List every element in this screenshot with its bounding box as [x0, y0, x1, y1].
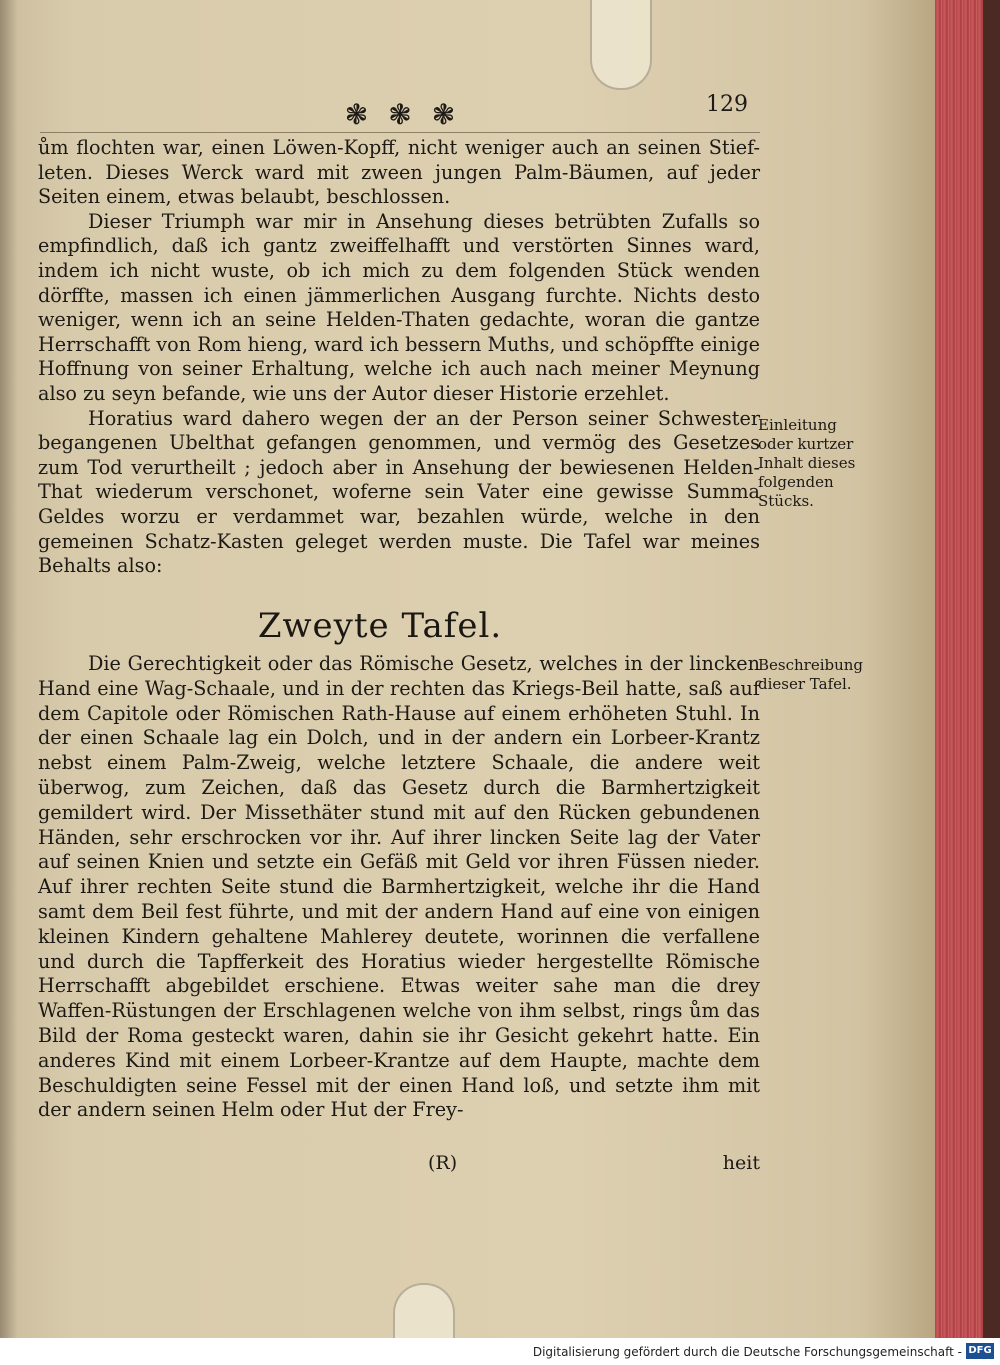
signature-mark: (R) — [428, 1152, 458, 1174]
page-edge-red — [935, 0, 983, 1338]
catchword: heit — [722, 1152, 760, 1174]
flower-ornament-icon: ❃ — [431, 98, 456, 131]
header-rule — [40, 132, 760, 133]
book-cover-edge — [983, 0, 1000, 1338]
flower-ornament-icon: ❃ — [344, 98, 369, 131]
page-footer-line — [38, 1152, 760, 1180]
section-heading: Zweyte Tafel. — [257, 606, 503, 646]
paragraph: Dieser Triumph war mir in Ansehung dieses betrübten Zufalls so empfindlich, daß ich gantz zweiffelhafft und verstörten Sinnes ward, indem ich nicht wuste, ob ich mich zu dem folgenden Stück wenden dörffte, massen ich einen jämmerlichen Ausgang furchte. Nichts desto weniger, wenn ich an seine Helden-Thaten gedachte, woran die gantze Herrschafft von Rom hieng, ward ich bessern Muths, und schöpffte einige Hoffnung von seiner Erhaltung, welche ich auch nach meiner Meynung also zu seyn befande, wie uns der Autor dieser Historie erzehlet. — [38, 209, 760, 405]
paragraph: ům flochten war, einen Löwen-Kopff, nicht weniger auch an seinen Stief-leten. Dieses Werck ward mit zween jungen Palm-Bäumen, auf jeder Seiten einem, etwas belaubt, beschlossen. — [38, 136, 760, 209]
paragraph: Horatius ward dahero wegen der an der Person seiner Schwester begangenen Ubelthat gefangen genommen, und vermög des Gesetzes zum Tod verurtheilt ; jedoch aber in Ansehung der bewiesenen Helden-That wiederum verschonet, woferne sein Vater eine gewisse Summa Geldes worzu er verdammet war, bezahlen würde, welche in den gemeinen Schatz-Kasten geleget werden muste. Die Tafel war meines Behalts also: — [38, 406, 760, 578]
page-clip-top — [590, 0, 652, 90]
body-text-bottom — [38, 652, 760, 1123]
flower-ornament-icon: ❃ — [388, 98, 412, 131]
funding-caption: Digitalisierung gefördert durch die Deutsche Forschungsgemeinschaft - — [532, 1345, 962, 1359]
dfg-logo-icon: DFG — [966, 1343, 994, 1359]
ornament-row — [325, 98, 475, 132]
page-number: 129 — [706, 92, 748, 117]
marginal-note: Einleitung oder kurtzer Inhalt dieses folgenden Stücks. — [758, 416, 856, 510]
body-text-top — [38, 136, 760, 579]
marginal-note: Beschreibung dieser Tafel. — [758, 656, 864, 693]
paragraph: Die Gerechtigkeit oder das Römische Gesetz, welches in der lincken Hand eine Wag-Schaale, und in der rechten das Kriegs-Beil hatte, saß auf dem Capitole oder Römischen Rath-Hause auf einem erhöheten Stuhl. In der einen Schaale lag ein Dolch, und in der andern ein Lorbeer-Krantz nebst einem Palm-Zweig, welche letztere Schaale, die andere weit überwog, zum Zeichen, daß das Gesetz durch die Barmhertzigkeit gemildert wird. Der Missethäter stund mit auf den Rücken gebundenen Händen, sehr erschrocken vor ihr. Auf ihrer lincken Seite lag der Vater auf seinen Knien und setzte ein Gefäß mit Geld vor ihren Füssen nieder. Auf ihrer rechten Seite stund die Barmhertzigkeit, welche ihr die Hand samt dem Beil fest führte, und mit der andern Hand auf eine von einigen kleinen Kindern gehaltene Mahlerey deutete, worinnen die verfallene und durch die Tapfferkeit des Horatius wieder hergestellte Römische Herrschafft abgebildet erschiene. Etwas weiter sahe man die drey Waffen-Rüstungen der Erschlagenen welche von ihm selbst, rings ům das Bild der Roma gesteckt waren, dahin sie ihr Gesicht gekehrt hatte. Ein anderes Kind mit einem Lorbeer-Krantze auf dem Haupte, machte dem Beschuldigten seine Fessel mit der einen Hand loß, und setzte ihm mit der andern seinen Helm oder Hut der Frey- — [38, 652, 760, 1122]
gutter-shadow — [0, 0, 18, 1338]
